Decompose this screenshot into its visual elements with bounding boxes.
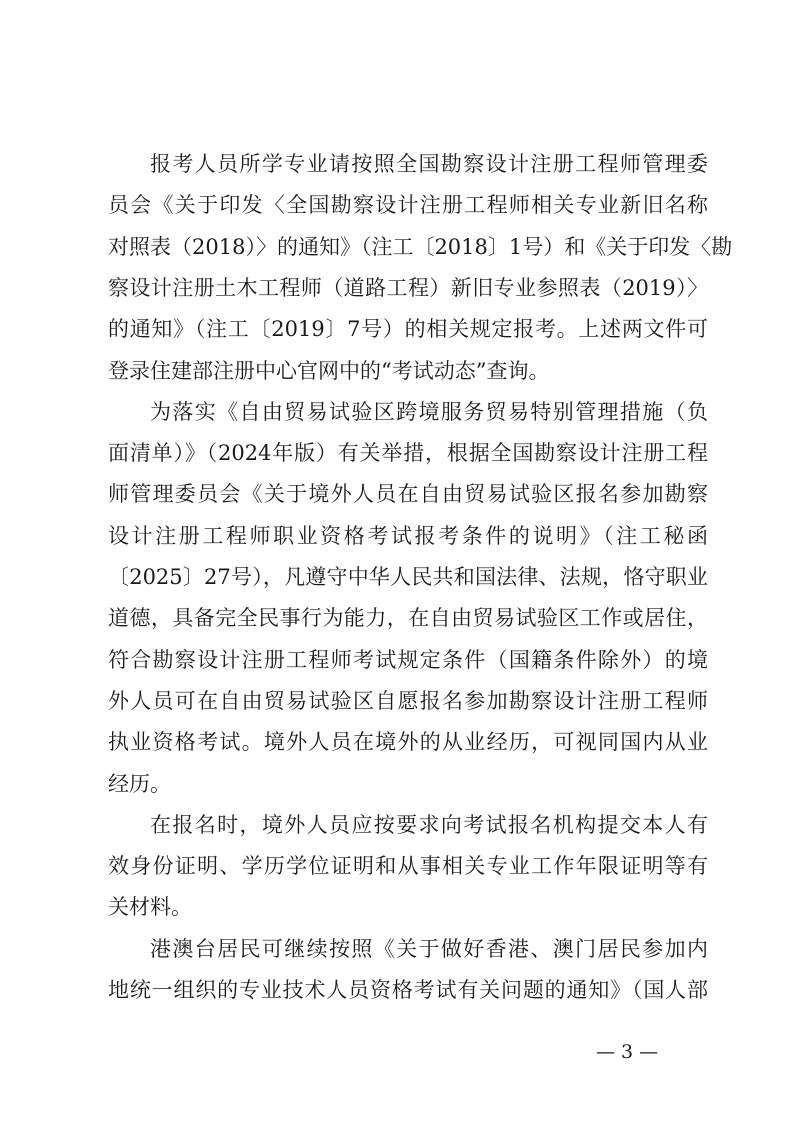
text-line: 设计注册工程师职业资格考试报考条件的说明》（注工秘函 (108, 523, 708, 548)
text-line: 察设计注册土木工程师（道路工程）新旧专业参照表（2019）〉 (108, 275, 708, 300)
text-line: 执业资格考试。境外人员在境外的从业经历，可视同国内从业 (108, 730, 708, 755)
text-line: 为落实《自由贸易试验区跨境服务贸易特别管理措施（负 (150, 399, 708, 424)
text-line: 经历。 (108, 771, 171, 796)
text-line: 登录住建部注册中心官网中的“考试动态”查询。 (108, 358, 550, 383)
text-line: 员会《关于印发〈全国勘察设计注册工程师相关专业新旧名称 (108, 193, 708, 218)
text-line: 对照表（2018）〉的通知》（注工〔2018〕1号）和《关于印发〈勘 (108, 234, 733, 259)
text-line: 港澳台居民可继续按照《关于做好香港、澳门居民参加内 (150, 936, 708, 961)
text-line: 外人员可在自由贸易试验区自愿报名参加勘察设计注册工程师 (108, 688, 708, 713)
text-line: 符合勘察设计注册工程师考试规定条件（国籍条件除外）的境 (108, 647, 708, 672)
text-line: 道德，具备完全民事行为能力，在自由贸易试验区工作或居住， (108, 606, 708, 631)
text-line: 报考人员所学专业请按照全国勘察设计注册工程师管理委 (150, 152, 708, 176)
text-line: 效身份证明、学历学位证明和从事相关专业工作年限证明等有 (108, 854, 708, 879)
text-line: 在报名时，境外人员应按要求向考试报名机构提交本人有 (150, 812, 708, 837)
text-line: 关材料。 (108, 895, 192, 920)
page-number: — 3 — (596, 1041, 659, 1063)
text-line: 面清单）》（2024年版）有关举措，根据全国勘察设计注册工程 (108, 441, 708, 466)
text-line: 〔2025〕27号），凡遵守中华人民共和国法律、法规，恪守职业 (108, 565, 708, 589)
text-line: 师管理委员会《关于境外人员在自由贸易试验区报名参加勘察 (108, 482, 708, 507)
text-line: 的通知》（注工〔2019〕7号）的相关规定报考。上述两文件可 (108, 317, 708, 342)
text-line: 地统一组织的专业技术人员资格考试有关问题的通知》（国人部 (108, 978, 708, 1002)
